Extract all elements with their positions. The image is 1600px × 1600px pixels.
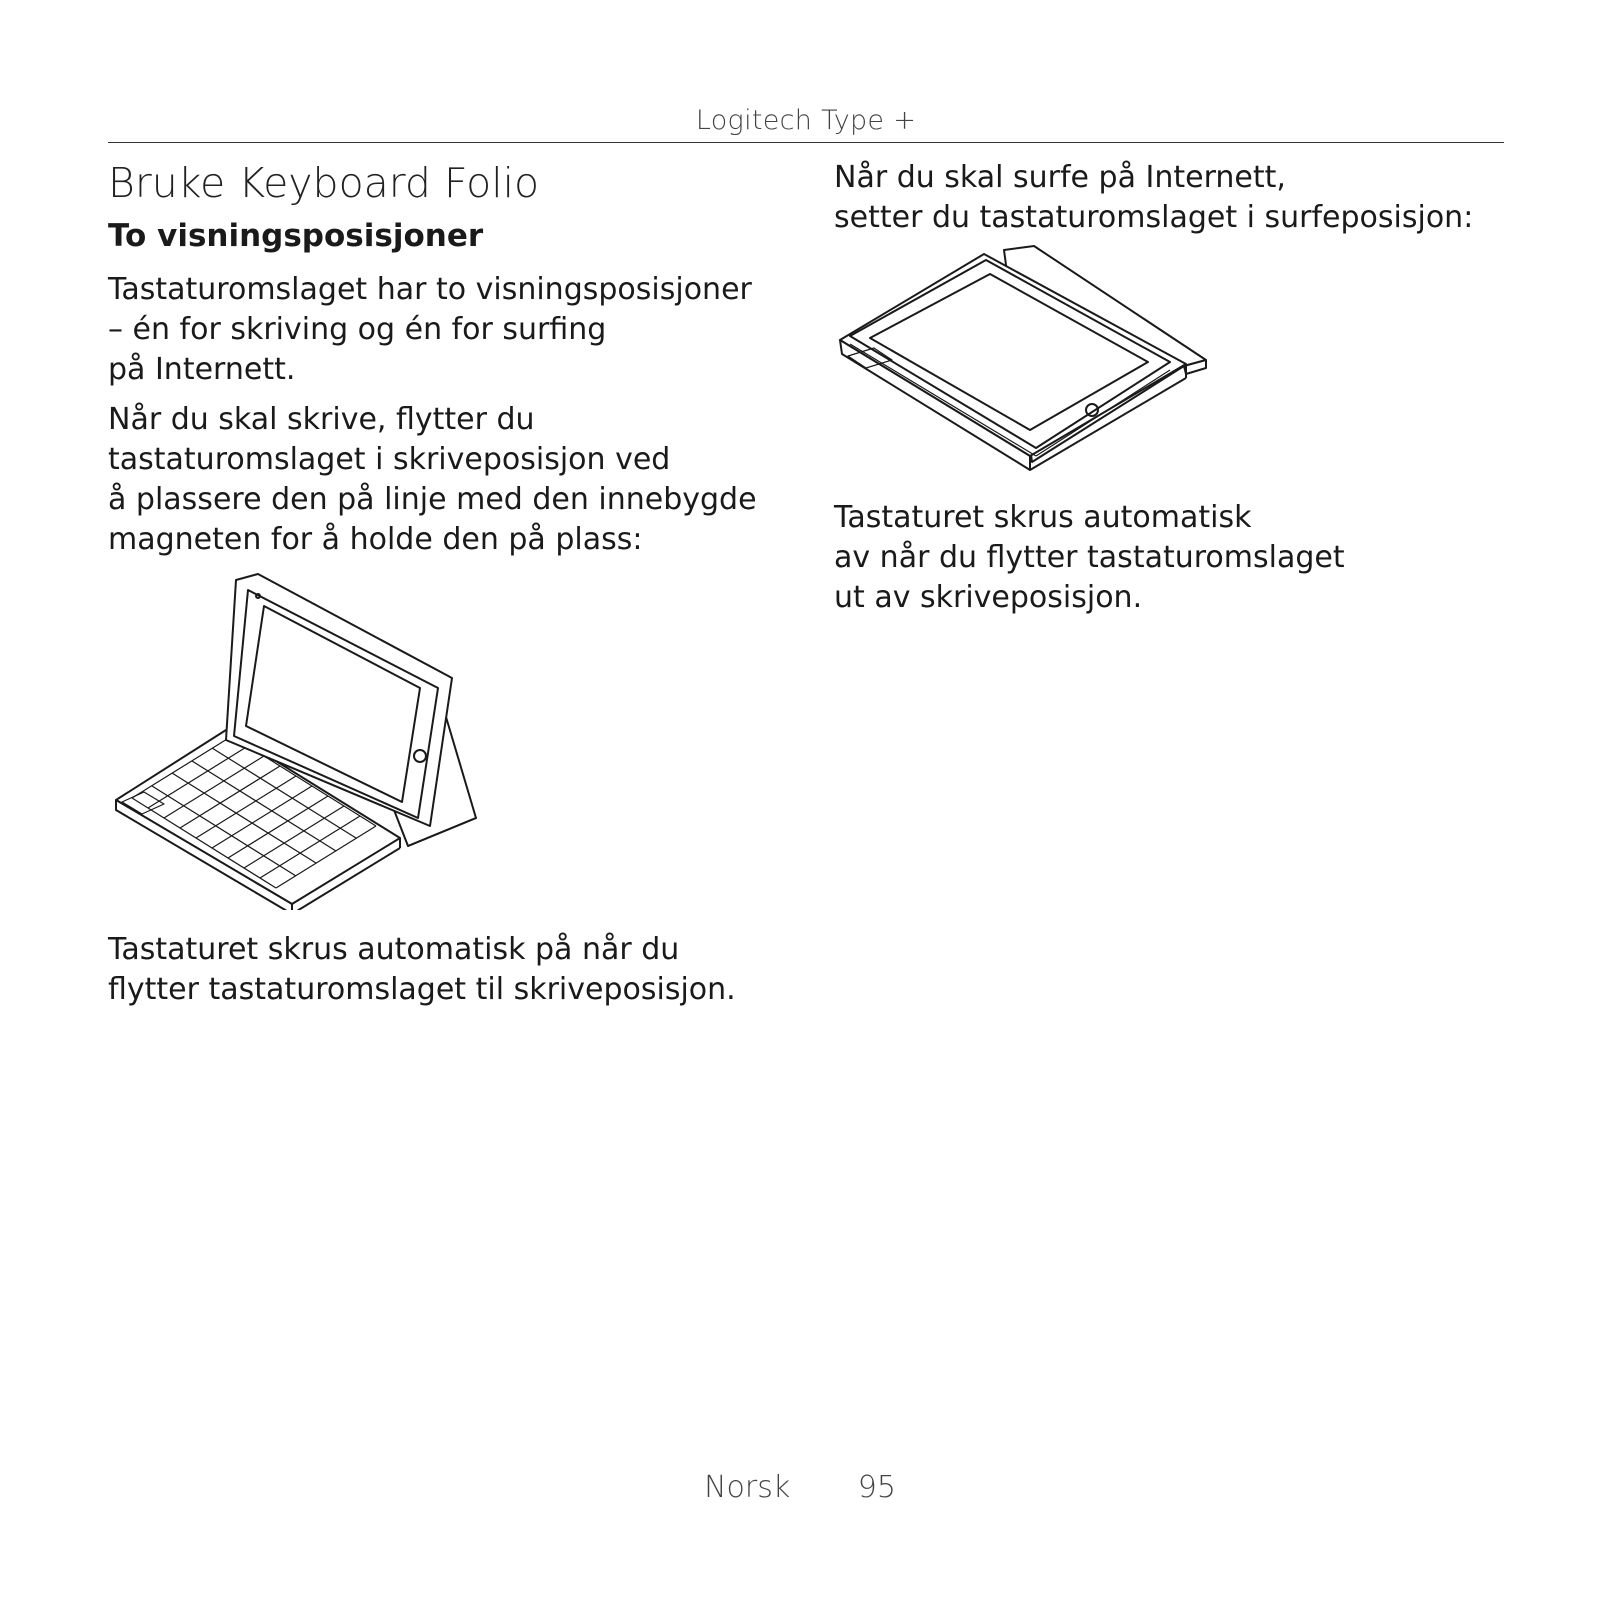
typing-instructions: Når du skal skrive, flytter du tastaturomslaget i skriveposisjon ved å plassere den på linje med den innebygde magneten for å holde den på plass: xyxy=(108,402,757,557)
surf-instructions: Når du skal surfe på Internett, setter du tastaturomslaget i surfeposisjon: xyxy=(834,160,1474,235)
intro-paragraph: Tastaturomslaget har to visningsposisjoner – én for skriving og én for surfing på Internett. xyxy=(108,272,752,387)
section-subtitle: To visningsposisjoner xyxy=(108,218,484,254)
auto-off-note: Tastaturet skrus automatisk av når du flytter tastaturomslaget ut av skriveposisjon. xyxy=(834,500,1345,615)
left-column xyxy=(108,158,798,1020)
tablet-typing-position-icon xyxy=(108,570,488,910)
tablet-surf-position-icon xyxy=(834,244,1214,474)
footer-language: Norsk xyxy=(704,1470,791,1505)
auto-on-note: Tastaturet skrus automatisk på når du flytter tastaturomslaget til skriveposisjon. xyxy=(108,932,736,1007)
right-column xyxy=(834,158,1514,628)
section-title: Bruke Keyboard Folio xyxy=(108,159,540,207)
page-footer xyxy=(0,1470,1600,1505)
running-header: Logitech Type + xyxy=(108,100,1504,143)
page-number: 95 xyxy=(857,1470,896,1505)
